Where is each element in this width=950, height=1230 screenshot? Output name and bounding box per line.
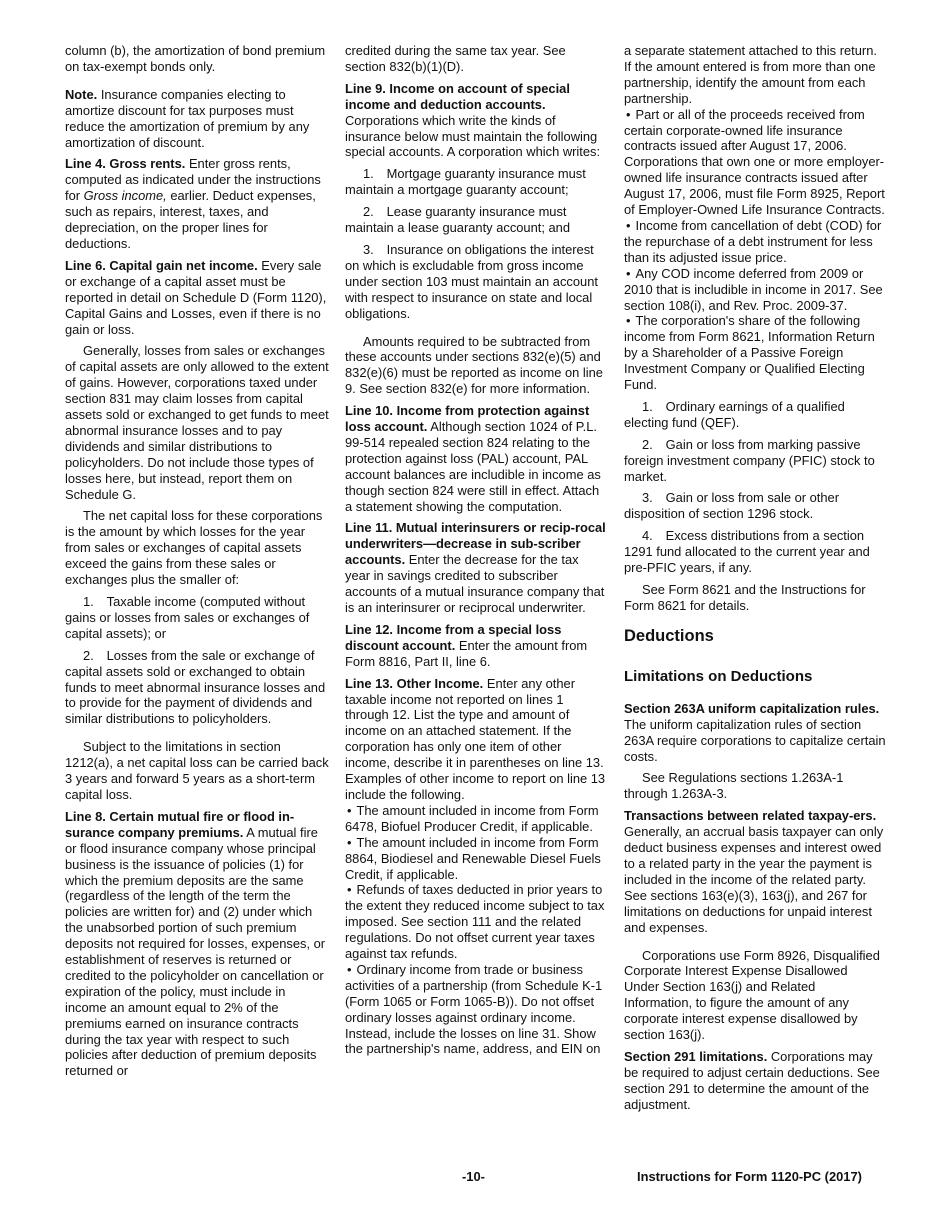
- footer-form-title: Instructions for Form 1120-PC (2017): [637, 1169, 862, 1184]
- paragraph: Subject to the limitations in section 1212(a), a net capital loss can be carried back 3 years and forward 5 years as a short-term capital loss.: [65, 739, 329, 802]
- line-13-heading: Line 13. Other Income.: [345, 675, 484, 691]
- subsection-heading-limitations: Limitations on Deductions: [624, 667, 813, 685]
- line-9-text: Corporations which write the kinds of insurance below must maintain the following special accounts. A corporation which writes:: [345, 112, 601, 160]
- line-8-paragraph: [65, 809, 330, 1079]
- paragraph: See Regulations sections 1.263A-1 through 1.263A-3.: [624, 770, 844, 802]
- column-2: [345, 43, 607, 1057]
- list-item: 1. Mortgage guaranty insurance must maintain a mortgage guaranty account;: [345, 166, 586, 198]
- section-291-text: Corporations may be required to adjust certain deductions. See section 291 to determine the amount of the adjustment.: [624, 1048, 880, 1112]
- list-item: 4. Excess distributions from a section 1291 fund allocated to the current year and pre-PFIC years, if any.: [624, 528, 870, 576]
- line-8-heading: Line 8. Certain mutual fire or flood in-surance company premiums.: [65, 808, 295, 840]
- bullet-item: • The amount included in income from Form 8864, Biodiesel and Renewable Diesel Fuels Credit, if applicable.: [345, 835, 607, 883]
- line-6-text: Every sale or exchange of a capital asset must be reported in detail on Schedule D (Form 1120), Capital Gains and Losses, even if there is no gain or loss.: [65, 257, 327, 337]
- list-item: 3. Insurance on obligations the interest on which is excludable from gross income under section 103 must maintain an account with respect to insurance on state and local obligations.: [345, 241, 598, 321]
- note-heading: Note.: [65, 86, 98, 102]
- paragraph: a separate statement attached to this return. If the amount entered is from more than one partnership, identify the amount from each partnership.: [624, 43, 877, 106]
- line-6-paragraph: [65, 258, 330, 338]
- line-8-text: A mutual fire or flood insurance company whose principal business is the issuance of policies (1) for which the premium deposits are the same (regardless of the length of the term the policies are written for) and (2) under which the unabsorbed portion of such premium deposits not required for losses, expenses, or establishment of reserves is returned or credited to the policyholder on cancellation or expiration of the policy, must include in income an amount equal to 2% of the premiums earned on insurance contracts during the tax year with respect to such policies after deduction of premium deposits returned or: [65, 824, 326, 1079]
- paragraph: Amounts required to be subtracted from these accounts under sections 832(e)(5) and 832(e)(6) must be reported as income on line 9. See section 832(e) for more information.: [345, 333, 603, 397]
- line-4-heading: Line 4. Gross rents.: [65, 156, 186, 172]
- list-item: 1. Ordinary earnings of a qualified electing fund (QEF).: [624, 398, 845, 430]
- section-291-heading: Section 291 limitations.: [624, 1048, 768, 1064]
- line-12-paragraph: [345, 622, 607, 670]
- related-taxpayers-heading: Transactions between related taxpay-ers.: [624, 808, 877, 824]
- note-body: Insurance companies electing to amortize discount for tax purposes must reduce the amortization of premium by any amortization of discount.: [65, 86, 310, 150]
- section-263a-heading: Section 263A uniform capitalization rules.: [624, 700, 880, 716]
- line-4-text-cont: earlier. Deduct expenses, such as repairs, interest, taxes, and depreciation, on the proper lines for deductions.: [65, 188, 316, 251]
- line-9-paragraph: [345, 81, 607, 161]
- section-291-paragraph: [624, 1049, 886, 1113]
- related-taxpayers-paragraph: [624, 808, 886, 935]
- list-item: 2. Gain or loss from marking passive foreign investment company (PFIC) stock to market.: [624, 436, 875, 484]
- list-item: 2. Losses from the sale or exchange of capital assets sold or exchanged to obtain funds to meet abnormal insurance losses and to provide for the payment of dividends and similar distributions to policyholders.: [65, 647, 326, 727]
- paragraph: Corporations use Form 8926, Disqualified Corporate Interest Expense Disallowed Under Section 163(j) and Related Information, to figure the amount of any corporate interest expense disallowed by section 163(j).: [624, 947, 880, 1043]
- column-1: [65, 43, 330, 1085]
- list-item: 1. Taxable income (computed without gains or losses from sales or exchanges of capital assets); or: [65, 594, 310, 641]
- line-11-paragraph: [345, 520, 607, 615]
- line-4-paragraph: [65, 156, 330, 251]
- line-10-paragraph: [345, 403, 607, 514]
- note-paragraph: [65, 87, 330, 151]
- line-13-paragraph: [345, 676, 607, 803]
- line-4-text: Enter gross rents, computed as indicated under the instructions for: [65, 156, 321, 204]
- paragraph: Generally, losses from sales or exchanges of capital assets are only allowed to the extent of gains. However, corporations taxed under section 831 may claim losses from capital assets sold or exchanged to get funds to meet abnormal insurance losses and to pay dividends and similar distributions to policyholders. Do not include those types of losses here, but instead, report them on Schedule G.: [65, 343, 329, 502]
- bullet-item: • The amount included in income from Form 6478, Biofuel Producer Credit, if applicable.: [345, 803, 607, 835]
- line-13-text: Enter any other taxable income not reported on lines 1 through 12. List the type and amount of income on an attached statement. If the corporation has only one item of other income, describe it in parentheses on line 13. Examples of other income to report on line 13 include the following.: [345, 675, 606, 802]
- page-number: -10-: [462, 1169, 485, 1184]
- section-heading-deductions: Deductions: [624, 626, 714, 645]
- column-3: [624, 43, 886, 1119]
- bullet-item: • The corporation's share of the following income from Form 8621, Information Return by a Shareholder of a Passive Foreign Investment Company or Qualified Electing Fund.: [624, 313, 886, 393]
- line-11-text: Enter the decrease for the tax year in savings credited to subscriber accounts of a mutual insurance company that is an interinsurer or reciprocal underwriter.: [345, 552, 605, 615]
- section-263a-paragraph: [624, 701, 886, 765]
- line-10-heading: Line 10. Income from protection against loss account.: [345, 403, 590, 435]
- line-10-text: Although section 1024 of P.L. 99-514 repealed section 824 relating to the protection against loss (PAL) account, PAL account balances are includible in income as though section 824 were still in effect. Attach a statement showing the computation.: [345, 419, 601, 514]
- paragraph: The net capital loss for these corporations is the amount by which losses for the year from sales or exchanges of capital assets exceed the gains from these sales or exchanges plus the smaller of:: [65, 508, 323, 588]
- line-9-heading: Line 9. Income on account of special income and deduction accounts.: [345, 80, 570, 112]
- line-6-heading: Line 6. Capital gain net income.: [65, 257, 258, 273]
- paragraph: column (b), the amortization of bond premium on tax-exempt bonds only.: [65, 43, 326, 74]
- bullet-item: • Part or all of the proceeds received from certain corporate-owned life insurance contracts issued after August 17, 2006. Corporations that own one or more employer-owned life insurance contracts issued after August 17, 2006, must file Form 8925, Report of Employer-Owned Life Insurance Contracts.: [624, 107, 886, 218]
- related-taxpayers-text: Generally, an accrual basis taxpayer can only deduct business expenses and interest owed to a related party in the year the payment is included in the income of the related party. See sections 163(e)(3), 163(j), and 267 for limitations on deductions for unpaid interest and expenses.: [624, 824, 884, 935]
- line-12-text: Enter the amount from Form 8816, Part II, line 6.: [345, 637, 588, 669]
- paragraph: See Form 8621 and the Instructions for Form 8621 for details.: [624, 582, 866, 613]
- line-4-emphasis: Gross income,: [83, 188, 167, 204]
- line-12-heading: Line 12. Income from a special loss discount account.: [345, 621, 562, 653]
- bullet-item: • Income from cancellation of debt (COD) for the repurchase of a debt instrument for less than its adjusted issue price.: [624, 218, 886, 266]
- paragraph: credited during the same tax year. See section 832(b)(1)(D).: [345, 43, 566, 74]
- line-11-heading: Line 11. Mutual interinsurers or recip-rocal underwriters—decrease in sub-scriber accounts.: [345, 520, 606, 568]
- section-263a-text: The uniform capitalization rules of section 263A require corporations to capitalize certain costs.: [624, 716, 886, 764]
- list-item: 2. Lease guaranty insurance must maintain a lease guaranty account; and: [345, 204, 571, 236]
- list-item: 3. Gain or loss from sale or other disposition of section 1296 stock.: [624, 490, 840, 522]
- bullet-item: • Ordinary income from trade or business activities of a partnership (from Schedule K-1 (Form 1065 or Form 1065-B)). Do not offset ordinary losses against ordinary income. Instead, include the losses on line 31. Show the partnership's name, address, and EIN on: [345, 962, 607, 1057]
- bullet-item: • Refunds of taxes deducted in prior years to the extent they reduced income subject to tax imposed. See section 111 and the related regulations. Do not offset current year taxes against tax refunds.: [345, 882, 607, 962]
- bullet-item: • Any COD income deferred from 2009 or 2010 that is includible in income in 2017. See section 108(i), and Rev. Proc. 2009-37.: [624, 266, 886, 314]
